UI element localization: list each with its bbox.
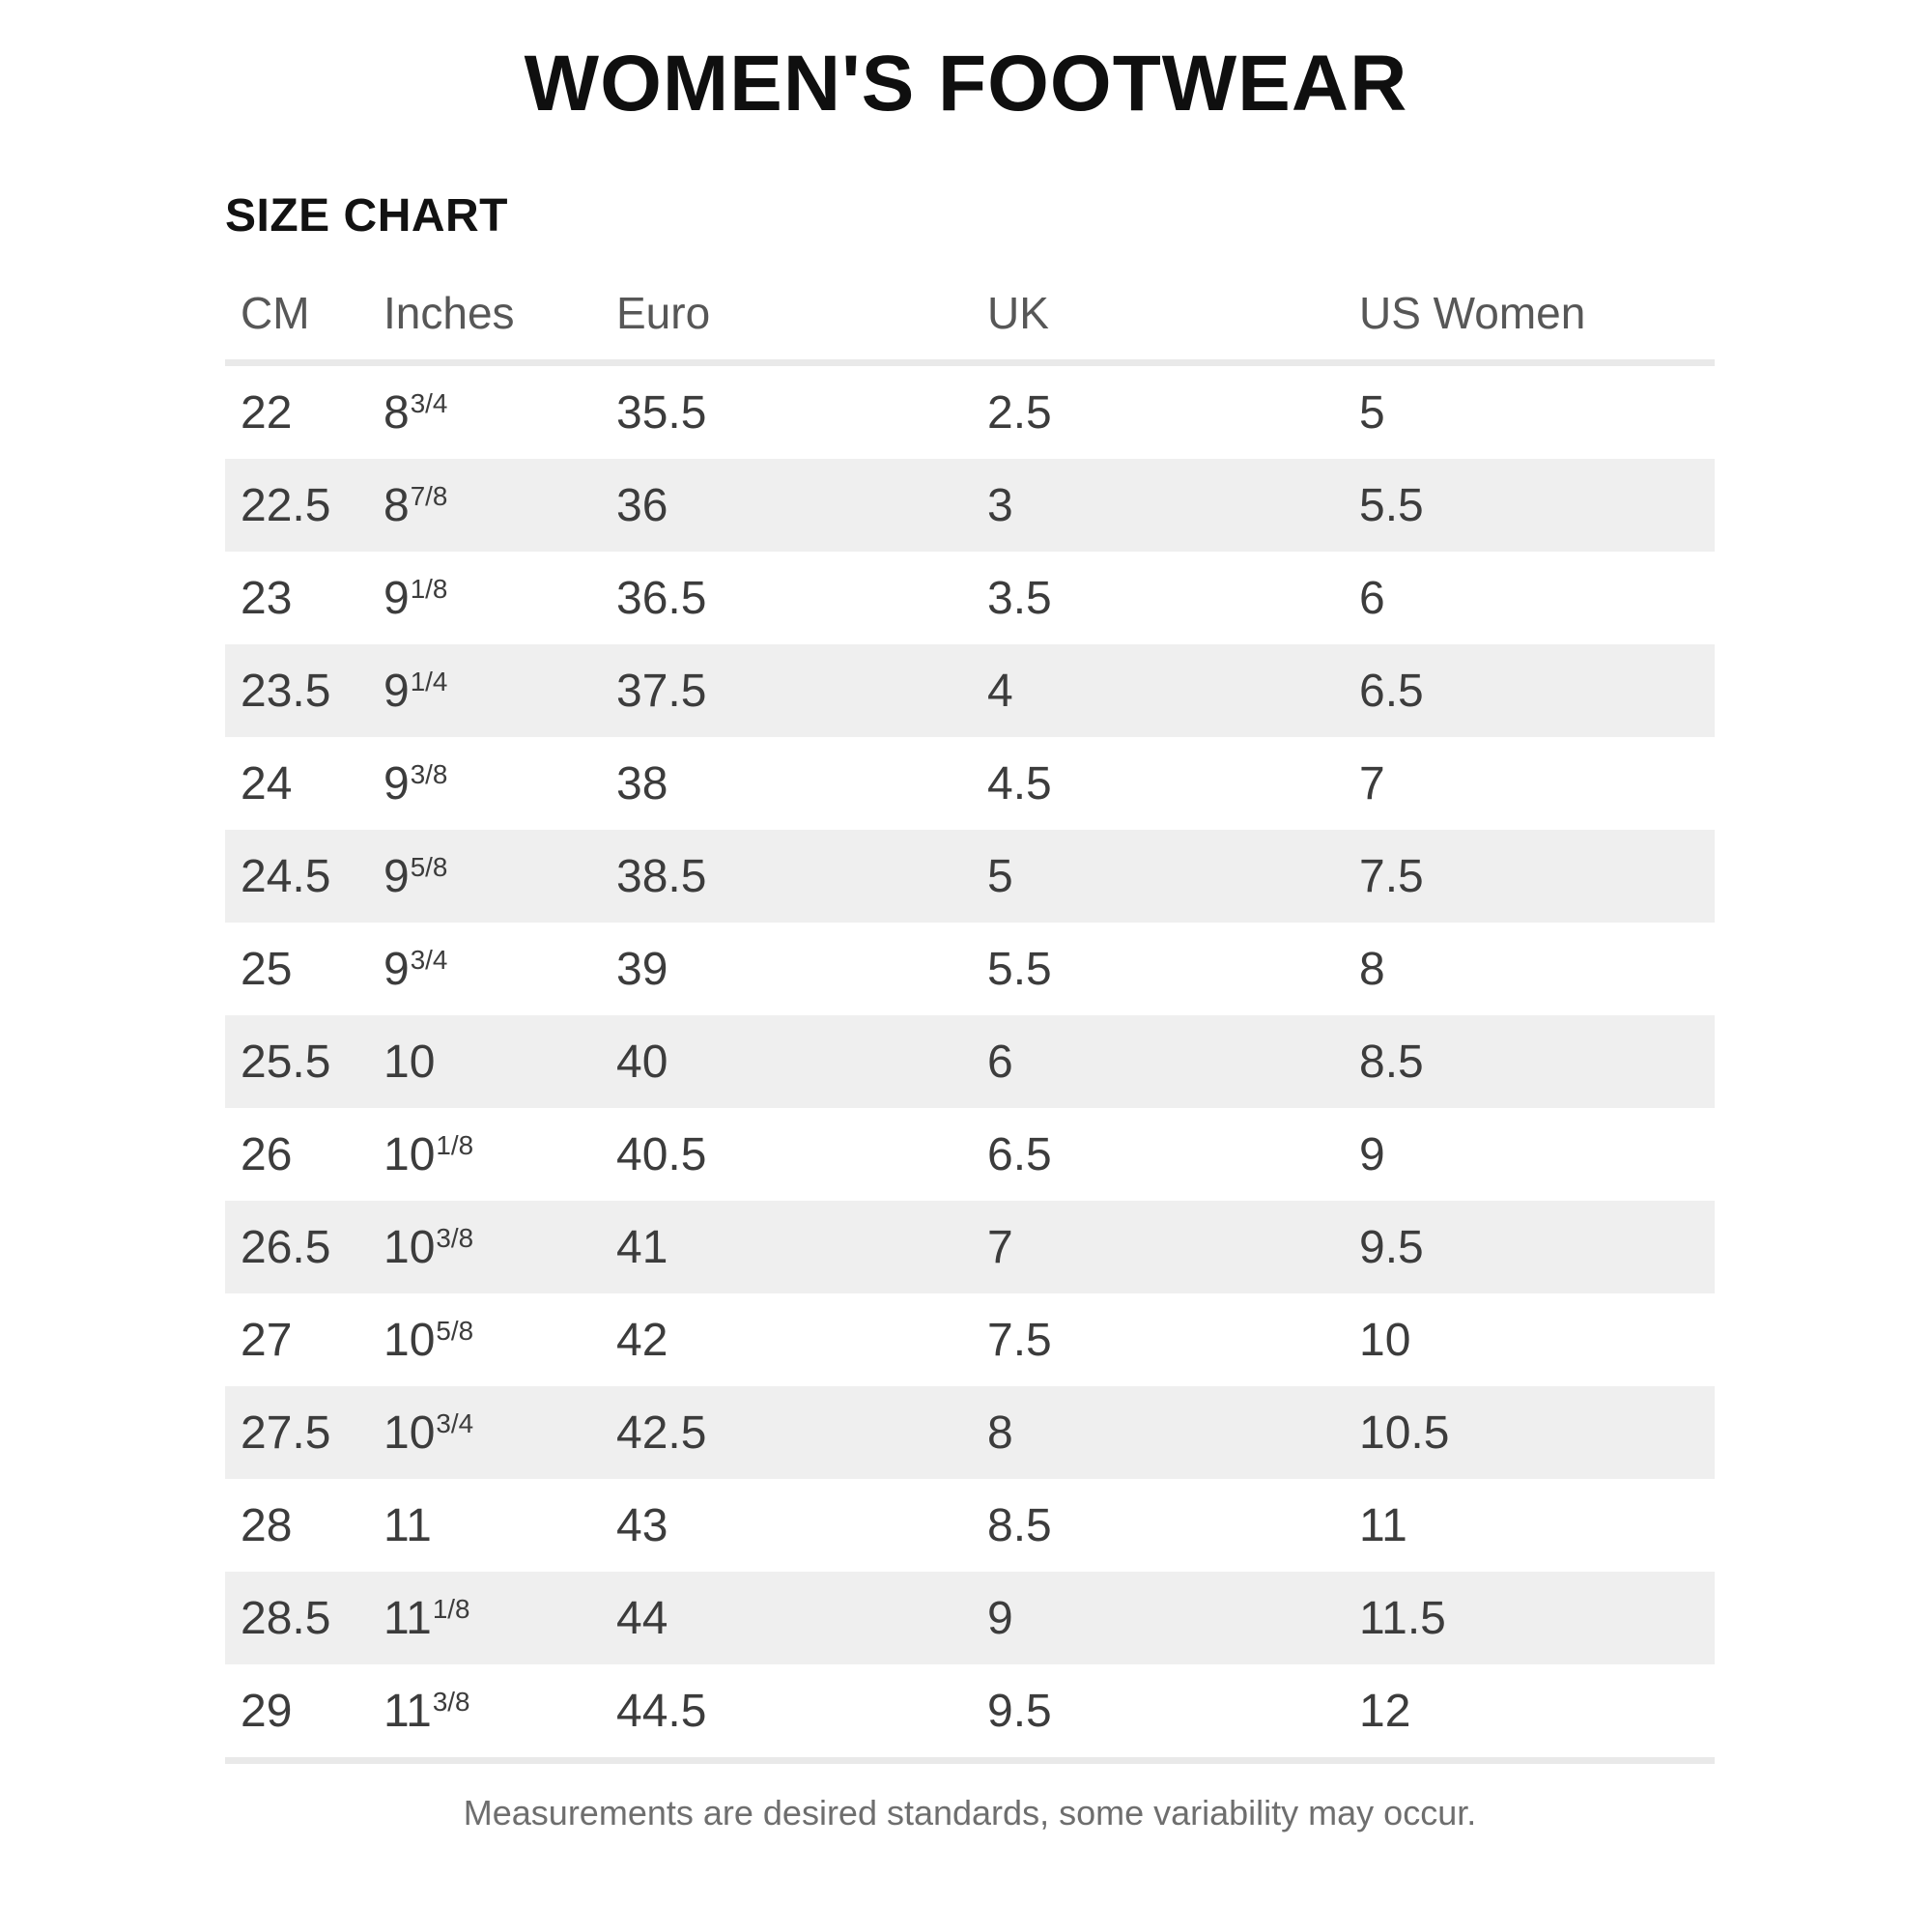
cell-us-women: 9 <box>1359 1128 1385 1180</box>
inches-value: 11 <box>384 1685 432 1737</box>
table-row <box>225 923 1715 1015</box>
inches-value: 8 <box>384 386 410 439</box>
inches-value: 10 <box>384 1314 436 1366</box>
column-header-inches: Inches <box>368 272 601 363</box>
cell-cm: 22 <box>241 386 293 439</box>
cell-cm: 26.5 <box>241 1221 331 1273</box>
cell-euro: 43 <box>616 1499 668 1551</box>
cell-cm: 29 <box>225 1664 368 1761</box>
table-row <box>225 552 1715 644</box>
cell-euro: 40.5 <box>616 1128 707 1180</box>
inches-fraction: 3/8 <box>432 1687 470 1718</box>
cell-uk: 2.5 <box>987 386 1052 439</box>
table-row <box>225 1201 1715 1293</box>
cell-uk: 5 <box>987 850 1013 902</box>
inches-value: 10 <box>384 1128 436 1180</box>
cell-cm: 27.5 <box>241 1406 331 1459</box>
cell-inches <box>368 923 601 1015</box>
cell-us-women: 6.5 <box>1359 665 1424 717</box>
table-row <box>225 1108 1715 1201</box>
cell-inches <box>368 552 601 644</box>
cell-uk: 4 <box>987 665 1013 717</box>
cell-inches <box>368 737 601 830</box>
cell-uk: 9 <box>987 1592 1013 1644</box>
inches-fraction: 1/8 <box>432 1594 470 1625</box>
inches-fraction: 3/8 <box>410 759 448 790</box>
cell-us-women: 12 <box>1344 1664 1715 1761</box>
cell-euro: 42 <box>616 1314 668 1366</box>
cell-euro: 44 <box>616 1592 668 1644</box>
column-header-uk: UK <box>972 272 1344 363</box>
cell-inches <box>368 1664 601 1761</box>
cell-inches <box>368 1479 601 1572</box>
table-row <box>225 1386 1715 1479</box>
cell-us-women: 7 <box>1359 757 1385 810</box>
cell-inches <box>368 363 601 460</box>
cell-cm: 26 <box>241 1128 293 1180</box>
inches-value: 10 <box>384 1221 436 1273</box>
inches-fraction: 1/4 <box>410 667 448 697</box>
cell-cm: 25 <box>241 943 293 995</box>
inches-fraction: 5/8 <box>436 1316 474 1347</box>
inches-fraction: 3/4 <box>436 1408 474 1439</box>
table-row <box>225 1572 1715 1664</box>
table-row <box>225 830 1715 923</box>
inches-fraction: 3/4 <box>410 388 448 419</box>
cell-us-women: 6 <box>1359 572 1385 624</box>
cell-us-women: 11 <box>1359 1499 1407 1551</box>
inches-value: 9 <box>384 850 410 902</box>
cell-us-women: 8.5 <box>1359 1036 1424 1088</box>
cell-cm: 22.5 <box>241 479 331 531</box>
cell-uk: 9.5 <box>972 1664 1344 1761</box>
cell-inches <box>368 830 601 923</box>
inches-value: 11 <box>384 1592 432 1644</box>
inches-fraction: 7/8 <box>410 481 448 512</box>
cell-cm: 24.5 <box>241 850 331 902</box>
cell-euro: 40 <box>616 1036 668 1088</box>
cell-cm: 23.5 <box>241 665 331 717</box>
cell-cm: 23 <box>241 572 293 624</box>
inches-fraction: 1/8 <box>410 574 448 605</box>
cell-us-women: 10.5 <box>1359 1406 1450 1459</box>
cell-uk: 4.5 <box>987 757 1052 810</box>
inches-fraction: 1/8 <box>436 1130 474 1161</box>
cell-euro: 38 <box>616 757 668 810</box>
cell-uk: 3.5 <box>987 572 1052 624</box>
inches-fraction: 5/8 <box>410 852 448 883</box>
cell-us-women: 5 <box>1359 386 1385 439</box>
cell-us-women: 10 <box>1359 1314 1411 1366</box>
cell-euro: 36 <box>616 479 668 531</box>
cell-uk: 6.5 <box>987 1128 1052 1180</box>
cell-euro: 39 <box>616 943 668 995</box>
table-row <box>225 363 1715 460</box>
cell-cm: 24 <box>241 757 293 810</box>
cell-euro: 42.5 <box>616 1406 707 1459</box>
cell-inches <box>368 1015 601 1108</box>
cell-cm: 25.5 <box>241 1036 331 1088</box>
cell-uk: 7.5 <box>987 1314 1052 1366</box>
cell-cm: 28 <box>241 1499 293 1551</box>
cell-euro: 38.5 <box>616 850 707 902</box>
table-header <box>225 272 1715 363</box>
cell-euro: 37.5 <box>616 665 707 717</box>
table-row <box>225 1664 1715 1761</box>
cell-uk: 6 <box>987 1036 1013 1088</box>
column-header-us-women: US Women <box>1344 272 1715 363</box>
measurement-note: Measurements are desired standards, some variability may occur. <box>463 1793 1477 1833</box>
inches-value: 8 <box>384 479 410 531</box>
column-header-cm: CM <box>225 272 368 363</box>
column-header-euro: Euro <box>601 272 972 363</box>
cell-inches <box>368 1386 601 1479</box>
cell-inches <box>368 644 601 737</box>
size-chart-table-container <box>225 272 1715 1833</box>
inches-value: 9 <box>384 665 410 717</box>
cell-us-women: 5.5 <box>1359 479 1424 531</box>
cell-inches <box>368 1293 601 1386</box>
table-row <box>225 1015 1715 1108</box>
table-row <box>225 737 1715 830</box>
cell-uk: 5.5 <box>987 943 1052 995</box>
table-row <box>225 1479 1715 1572</box>
cell-euro: 41 <box>616 1221 668 1273</box>
cell-inches <box>368 1572 601 1664</box>
table-row <box>225 1293 1715 1386</box>
cell-us-women: 9.5 <box>1359 1221 1424 1273</box>
page-title: WOMEN'S FOOTWEAR <box>524 40 1408 128</box>
cell-uk: 3 <box>987 479 1013 531</box>
inches-value: 9 <box>384 943 410 995</box>
cell-uk: 8 <box>987 1406 1013 1459</box>
inches-value: 10 <box>384 1036 436 1088</box>
cell-euro: 44.5 <box>601 1664 972 1761</box>
cell-inches <box>368 459 601 552</box>
cell-uk: 7 <box>987 1221 1013 1273</box>
inches-value: 9 <box>384 572 410 624</box>
inches-fraction: 3/4 <box>410 945 448 976</box>
cell-inches <box>368 1108 601 1201</box>
size-chart-heading: SIZE CHART <box>225 190 508 242</box>
cell-cm: 28.5 <box>241 1592 331 1644</box>
header-row <box>225 272 1715 363</box>
cell-inches <box>368 1201 601 1293</box>
cell-us-women: 8 <box>1359 943 1385 995</box>
cell-us-women: 7.5 <box>1359 850 1424 902</box>
cell-euro: 35.5 <box>616 386 707 439</box>
inches-value: 11 <box>384 1499 432 1551</box>
cell-uk: 8.5 <box>987 1499 1052 1551</box>
table-row <box>225 644 1715 737</box>
cell-euro: 36.5 <box>616 572 707 624</box>
table-body <box>225 363 1715 1761</box>
inches-value: 10 <box>384 1406 436 1459</box>
table-row <box>225 459 1715 552</box>
cell-cm: 27 <box>241 1314 293 1366</box>
cell-us-women: 11.5 <box>1359 1592 1446 1644</box>
inches-fraction: 3/8 <box>436 1223 474 1254</box>
size-chart-table <box>225 272 1715 1764</box>
inches-value: 9 <box>384 757 410 810</box>
